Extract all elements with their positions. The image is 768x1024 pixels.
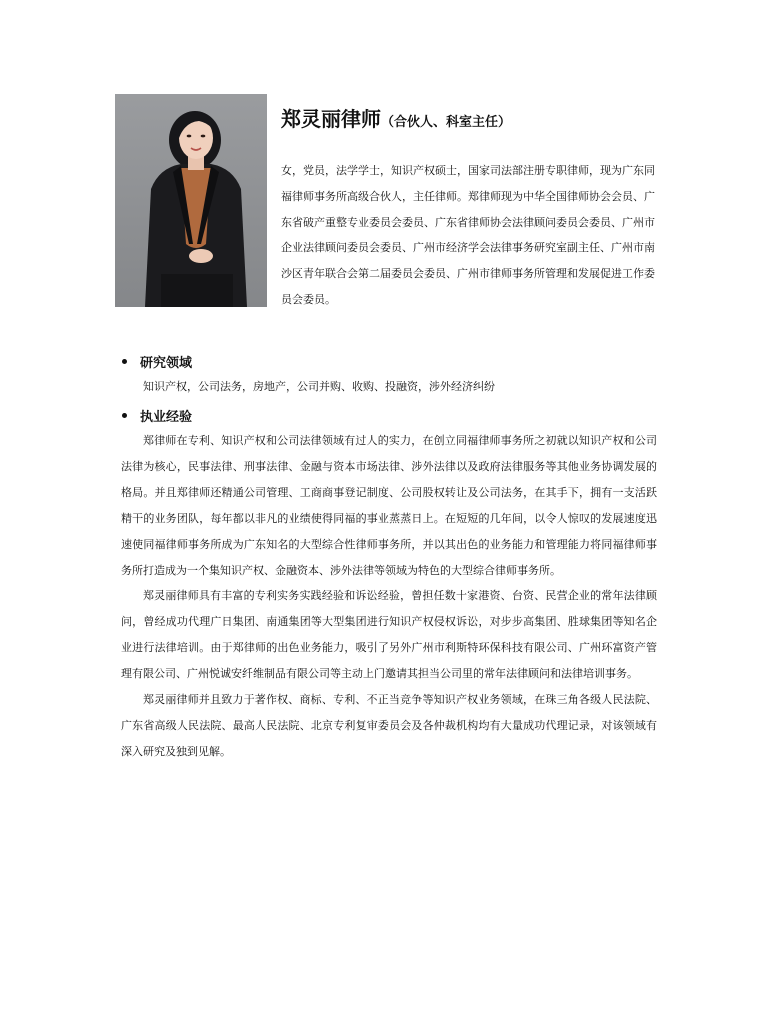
experience-paragraph: 郑律师在专利、知识产权和公司法律领域有过人的实力，在创立同福律师事务所之初就以知识产权和公司法律为核心，民事法律、刑事法律、金融与资本市场法律、涉外法律以及政府法律服务等其他业务协调发展的格局。并且郑律师还精通公司管理、工商商事登记制度、公司股权转让及公司法务，在其手下，拥有一支活跃精干的业务团队，每年都以非凡的业绩使得同福的事业蒸蒸日上。在短短的几年间，以令人惊叹的发展速度迅速使同福律师事务所成为广东知名的大型综合性律师事务所，并以其出色的业务能力和管理能力将同福律师事务所打造成为一个集知识产权、金融资本、涉外法律等领域为特色的大型综合律师事务所。 [121, 434, 657, 577]
experience-body [121, 428, 657, 765]
name-line [281, 106, 661, 136]
lawyer-role: （合伙人、科室主任） [381, 115, 512, 130]
experience-section-heading [120, 404, 192, 426]
bullet-icon [122, 413, 127, 418]
experience-paragraph: 郑灵丽律师具有丰富的专利实务实践经验和诉讼经验，曾担任数十家港资、台资、民营企业的常年法律顾问，曾经成功代理广日集团、南通集团等大型集团进行知识产权侵权诉讼，对步步高集团、胜球集团等知名企业进行法律培训。由于郑律师的出色业务能力，吸引了另外广州市利斯特环保科技有限公司、广州环富资产管理有限公司、广州悦诚安纤维制品有限公司等主动上门邀请其担当公司里的常年法律顾问和法律培训事务。 [121, 589, 657, 681]
profile-intro: 女，党员，法学学士，知识产权硕士，国家司法部注册专职律师，现为广东同福律师事务所高级合伙人，主任律师。郑律师现为中华全国律师协会会员、广东省破产重整专业委员会委员、广东省律师协会法律顾问委员会委员、广州市企业法律顾问委员会委员、广州市经济学会法律事务研究室副主任、广州市南沙区青年联合会第二届委员会委员、广州市律师事务所管理和发展促进工作委员会委员。 [281, 164, 655, 306]
research-section-heading [120, 350, 192, 372]
profile-header [281, 106, 661, 136]
research-areas: 知识产权，公司法务，房地产，公司并购、收购、投融资，涉外经济纠纷 [143, 380, 495, 393]
lawyer-portrait-photo [115, 94, 267, 307]
bullet-icon [122, 359, 127, 364]
experience-paragraph: 郑灵丽律师并且致力于著作权、商标、专利、不正当竞争等知识产权业务领域，在珠三角各级人民法院、广东省高级人民法院、最高人民法院、北京专利复审委员会及各仲裁机构均有大量成功代理记录，对该领域有深入研究及独到见解。 [121, 693, 657, 758]
lawyer-name: 郑灵丽律师 [281, 107, 381, 131]
experience-title: 执业经验 [140, 409, 193, 425]
research-title: 研究领域 [140, 355, 193, 371]
